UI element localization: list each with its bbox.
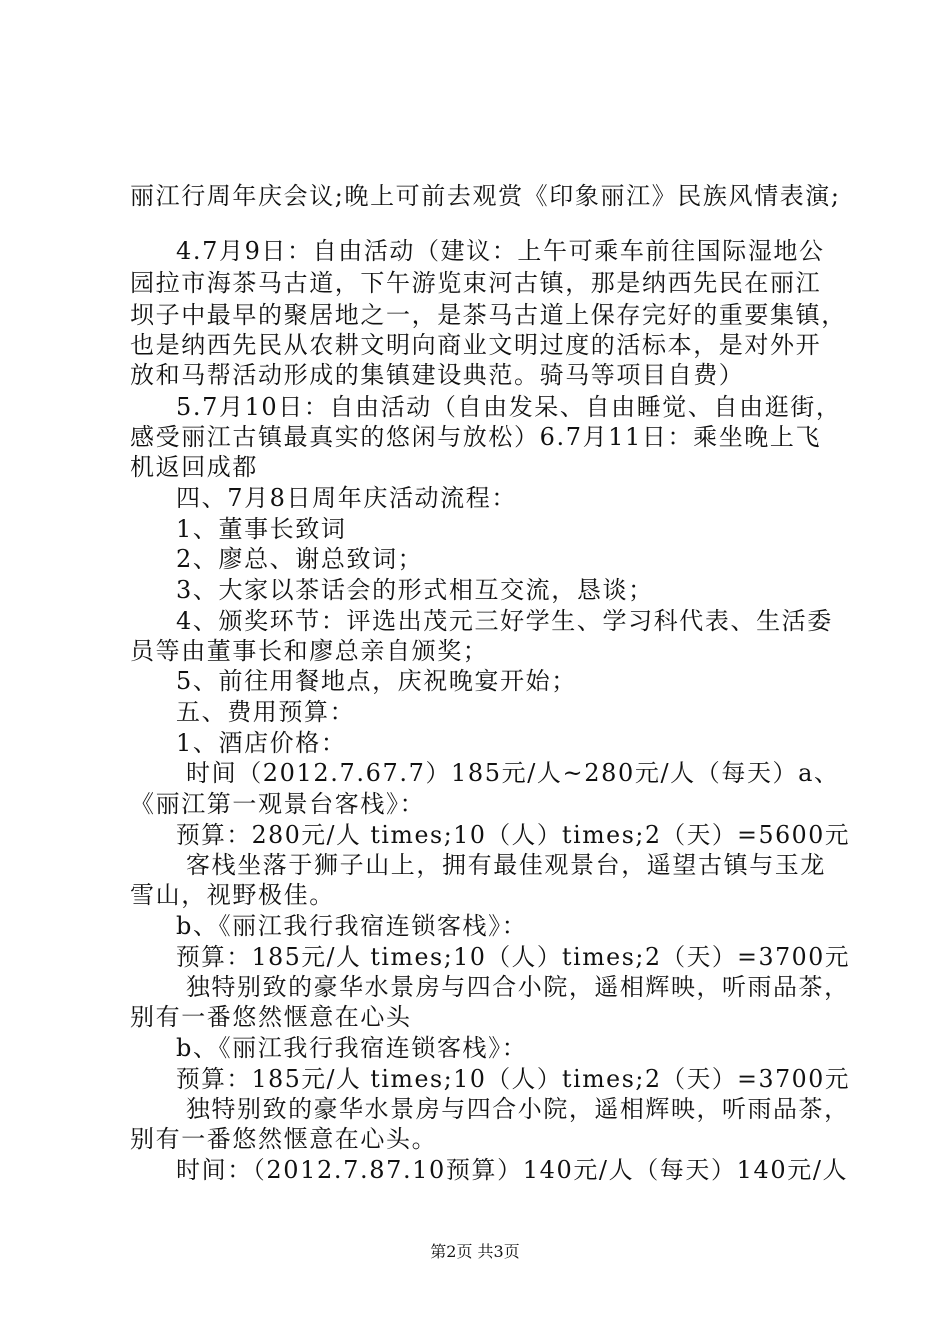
text-line: 时间：（2012.7.87.10预算）140元/人（每天）140元/人 xyxy=(176,1156,849,1184)
list-item: 5、前往用餐地点，庆祝晚宴开始； xyxy=(176,667,577,695)
text-line: 员等由董事长和廖总亲自颁奖； xyxy=(130,637,489,665)
text-line: 雪山，视野极佳。 xyxy=(130,881,335,909)
list-item: 1、董事长致词 xyxy=(176,515,347,543)
text-line: 4.7月9日：自由活动（建议：上午可乘车前往国际湿地公 xyxy=(176,237,825,265)
list-item: 2、廖总、谢总致词； xyxy=(176,545,424,573)
text-line: 预算：280元/人 times;10（人）times;2（天）=5600元 xyxy=(176,821,851,849)
text-line: 独特别致的豪华水景房与四合小院，遥相辉映，听雨品茶， xyxy=(186,1095,850,1123)
text-line: 别有一番悠然惬意在心头 xyxy=(130,1003,412,1031)
text-line: 《丽江第一观景台客栈》： xyxy=(130,790,426,818)
text-line: 5.7月10日：自由活动（自由发呆、自由睡觉、自由逛街， xyxy=(176,393,842,421)
text-line: 独特别致的豪华水景房与四合小院，遥相辉映，听雨品茶， xyxy=(186,973,850,1001)
list-item: 1、酒店价格： xyxy=(176,729,347,757)
text-line: 园拉市海茶马古道，下午游览束河古镇，那是纳西先民在丽江 xyxy=(130,269,822,297)
section-heading: 五、费用预算： xyxy=(176,698,356,726)
text-line: 预算：185元/人 times;10（人）times;2（天）=3700元 xyxy=(176,943,851,971)
text-line: 预算：185元/人 times;10（人）times;2（天）=3700元 xyxy=(176,1065,851,1093)
section-heading: 四、7月8日周年庆活动流程： xyxy=(176,484,517,512)
text-line: 感受丽江古镇最真实的悠闲与放松）6.7月11日：乘坐晚上飞 xyxy=(130,423,822,451)
text-line: b、《丽江我行我宿连锁客栈》： xyxy=(176,912,528,940)
text-line: 别有一番悠然惬意在心头。 xyxy=(130,1125,438,1153)
text-line: 时间（2012.7.67.7）185元/人~280元/人（每天）a、 xyxy=(186,759,840,787)
text-line: 放和马帮活动形成的集镇建设典范。骑马等项目自费） xyxy=(130,361,745,389)
text-line: 客栈坐落于狮子山上，拥有最佳观景台，遥望古镇与玉龙 xyxy=(186,851,826,879)
text-line: 坝子中最早的聚居地之一，是茶马古道上保存完好的重要集镇， xyxy=(130,301,847,329)
text-line: 机返回成都 xyxy=(130,453,258,481)
text-line: b、《丽江我行我宿连锁客栈》： xyxy=(176,1034,528,1062)
list-item: 4、颁奖环节：评选出茂元三好学生、学习科代表、生活委 xyxy=(176,607,833,635)
text-line: 也是纳西先民从农耕文明向商业文明过度的活标本，是对外开 xyxy=(130,331,822,359)
text-line: 丽江行周年庆会议;晚上可前去观赏《印象丽江》民族风情表演; xyxy=(130,182,841,210)
list-item: 3、大家以茶话会的形式相互交流，恳谈； xyxy=(176,576,654,604)
page-number: 第2页 共3页 xyxy=(430,1242,520,1261)
